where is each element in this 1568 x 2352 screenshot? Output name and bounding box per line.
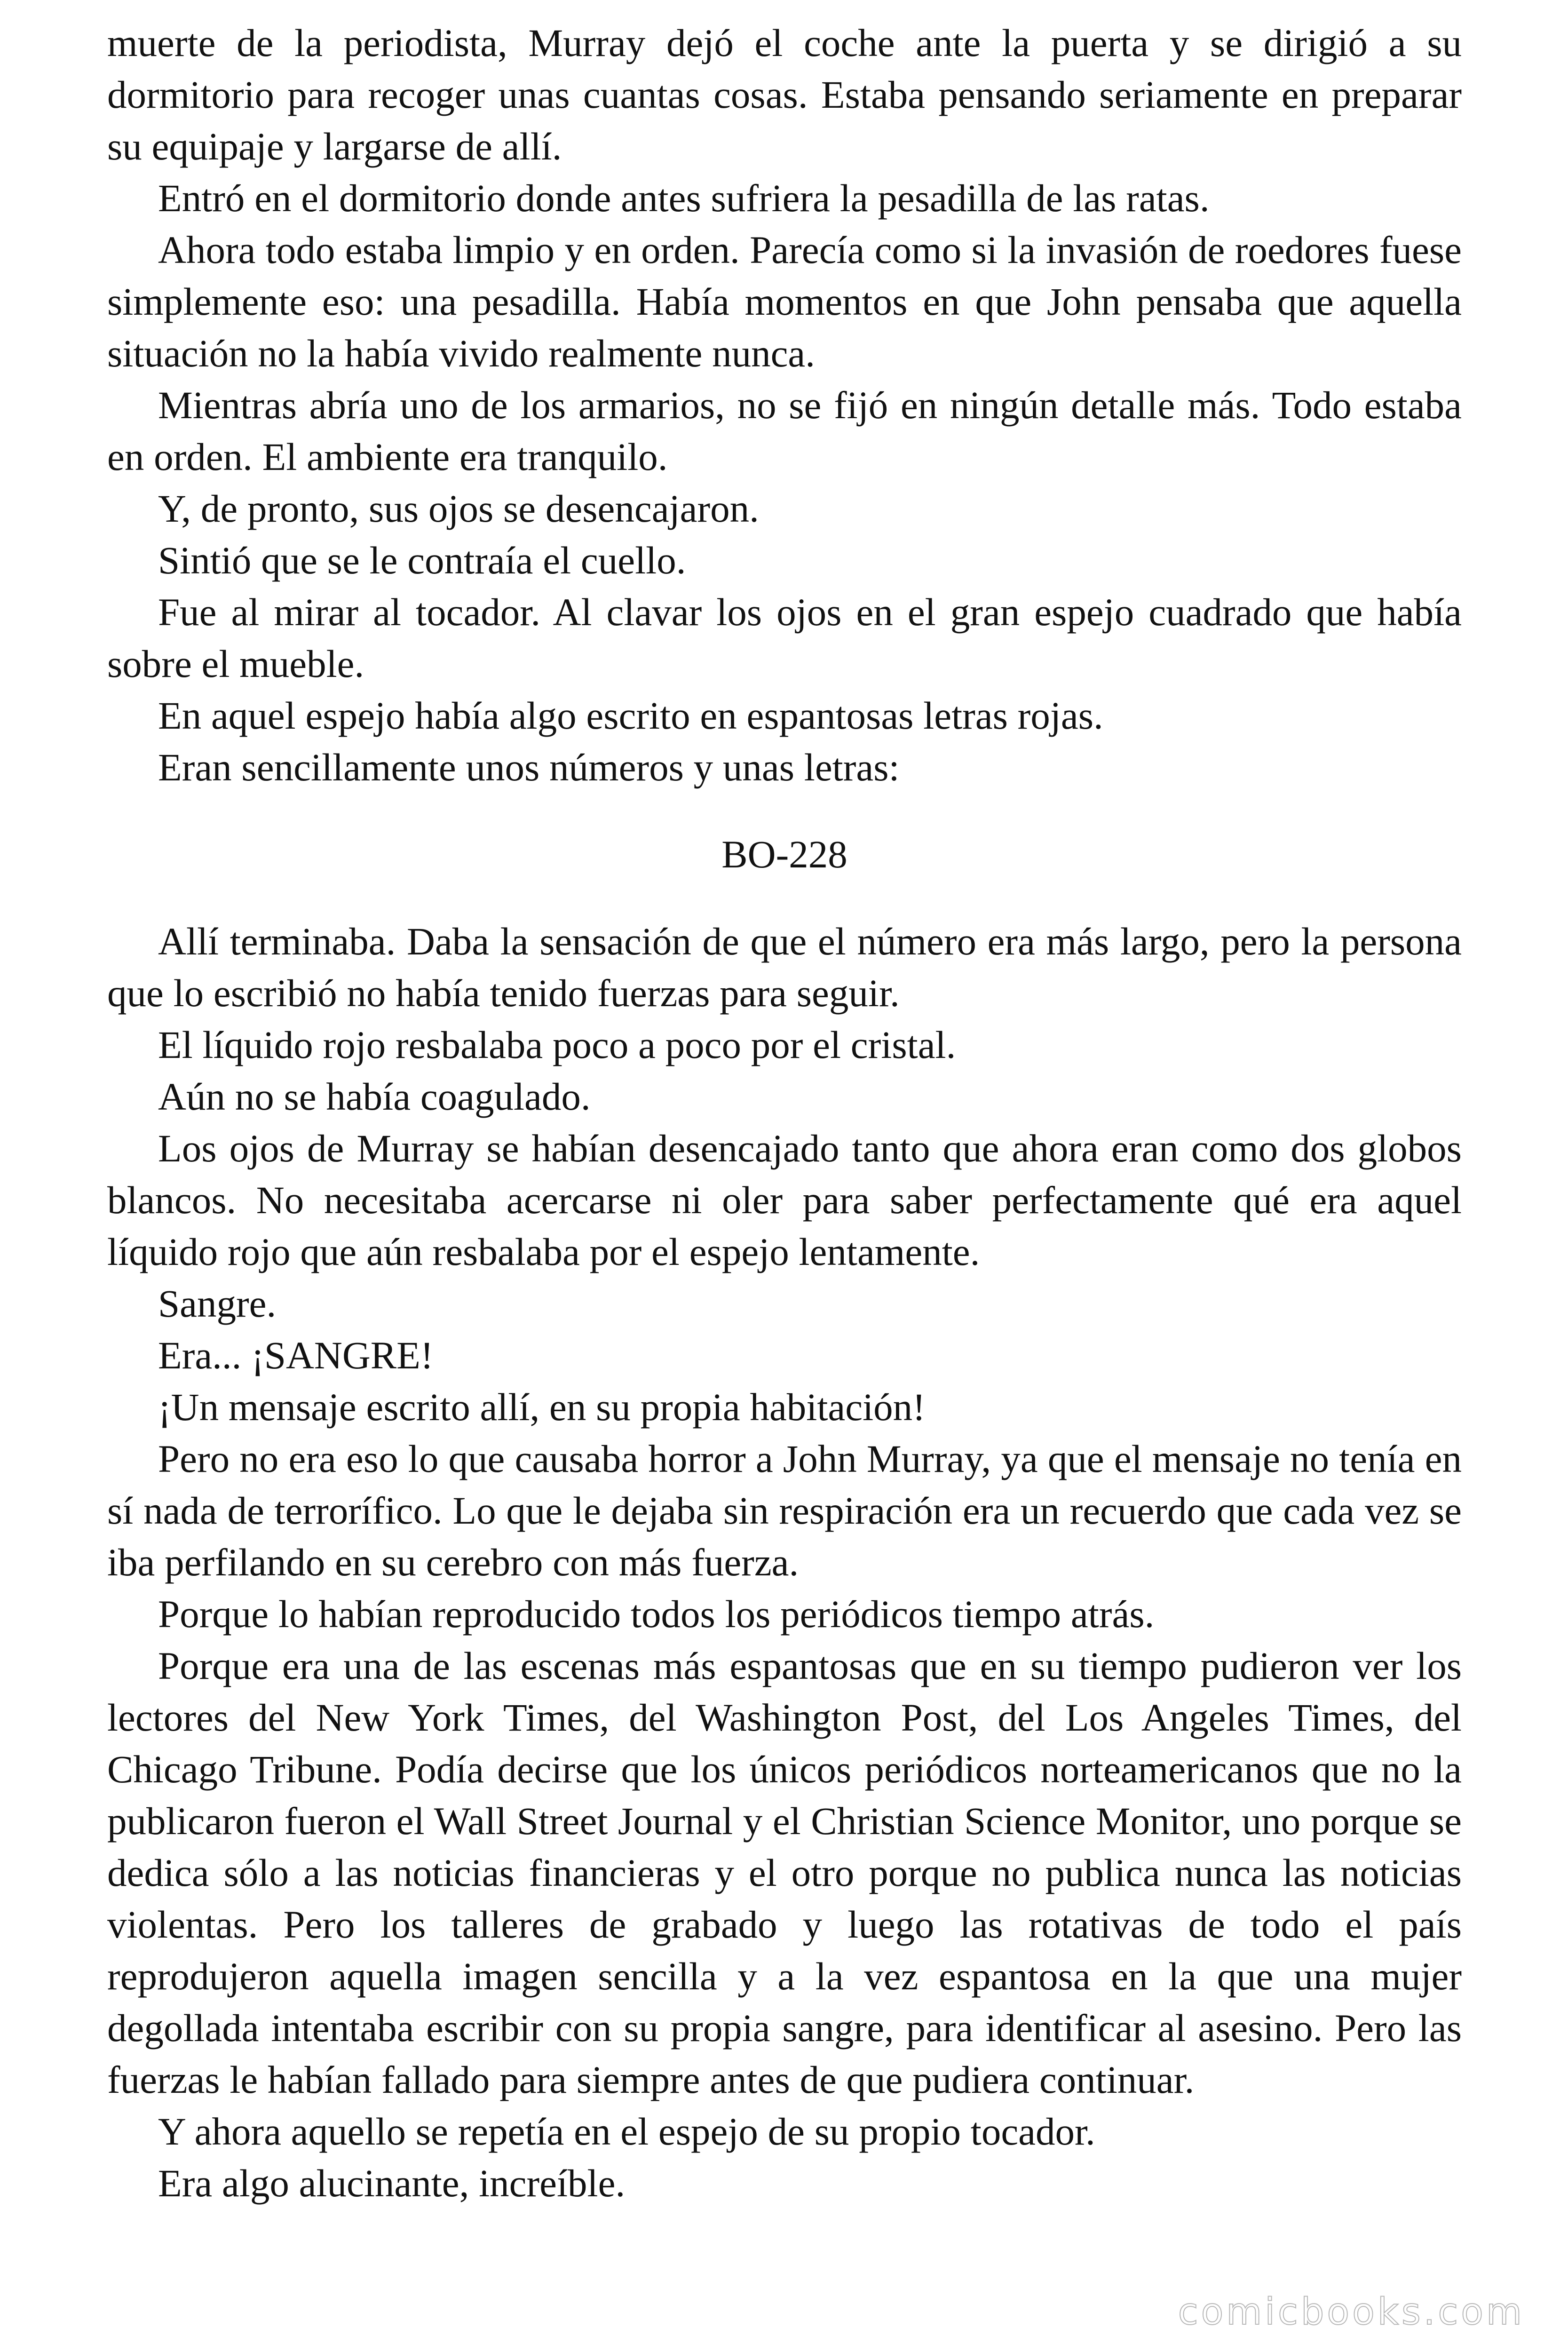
paragraph: El líquido rojo resbalaba poco a poco por el cristal. bbox=[158, 1023, 956, 1066]
paragraph: Eran sencillamente unos números y unas letras: bbox=[158, 746, 900, 789]
document-page bbox=[107, 17, 1462, 2209]
watermark: comicbooks.com bbox=[1178, 2291, 1525, 2333]
paragraph: Y, de pronto, sus ojos se desencajaron. bbox=[158, 487, 759, 530]
paragraph: muerte de la periodista, Murray dejó el coche ante la puerta y se dirigió a su dormitorio para recoger unas cuantas cosas. Estaba pensando seriamente en preparar su equipaje y largarse de allí. bbox=[107, 21, 1462, 168]
paragraph: Entró en el dormitorio donde antes sufriera la pesadilla de las ratas. bbox=[158, 176, 1210, 220]
paragraph: ¡Un mensaje escrito allí, en su propia habitación! bbox=[158, 1385, 926, 1429]
paragraph: Mientras abría uno de los armarios, no se fijó en ningún detalle más. Todo estaba en orden. El ambiente era tranquilo. bbox=[107, 383, 1462, 478]
paragraph: Sangre. bbox=[158, 1282, 277, 1325]
paragraph: Porque lo habían reproducido todos los periódicos tiempo atrás. bbox=[158, 1592, 1155, 1636]
paragraph: Los ojos de Murray se habían desencajado tanto que ahora eran como dos globos blancos. No necesitaba acercarse ni oler para saber perfectamente qué era aquel líquido rojo que aún resbalaba por el espejo lentamente. bbox=[107, 1127, 1462, 1273]
paragraph: Ahora todo estaba limpio y en orden. Parecía como si la invasión de roedores fuese simplemente eso: una pesadilla. Había momentos en que John pensaba que aquella situación no la había vivido realmente nunca. bbox=[107, 228, 1462, 375]
paragraph: Allí terminaba. Daba la sensación de que el número era más largo, pero la persona que lo escribió no había tenido fuerzas para seguir. bbox=[107, 920, 1462, 1015]
paragraph: Sintió que se le contraía el cuello. bbox=[158, 539, 686, 582]
paragraph: Era... ¡SANGRE! bbox=[158, 1334, 434, 1377]
paragraph: Fue al mirar al tocador. Al clavar los ojos en el gran espejo cuadrado que había sobre el mueble. bbox=[107, 590, 1462, 685]
paragraph: Era algo alucinante, increíble. bbox=[158, 2161, 626, 2205]
paragraph: Porque era una de las escenas más espantosas que en su tiempo pudieron ver los lectores del New York Times, del Washington Post, del Los Angeles Times, del Chicago Tribune. Podía decirse que los únicos periódicos norteamericanos que no la publicaron fueron el Wall Street Journal y el Christian Science Monitor, uno porque se dedica sólo a las noticias financieras y el otro porque no publica nunca las noticias violentas. Pero los talleres de grabado y luego las rotativas de todo el país reprodujeron aquella imagen sencilla y a la vez espantosa en la que una mujer degollada intentaba escribir con su propia sangre, para identificar al asesino. Pero las fuerzas le habían fallado para siempre antes de que pudiera continuar. bbox=[107, 1644, 1462, 2101]
paragraph: Y ahora aquello se repetía en el espejo de su propio tocador. bbox=[158, 2110, 1095, 2153]
paragraph: En aquel espejo había algo escrito en espantosas letras rojas. bbox=[158, 694, 1103, 737]
paragraph: Aún no se había coagulado. bbox=[158, 1075, 591, 1118]
mirror-code: BO-228 bbox=[721, 833, 847, 876]
paragraph: Pero no era eso lo que causaba horror a John Murray, ya que el mensaje no tenía en sí nada de terrorífico. Lo que le dejaba sin respiración era un recuerdo que cada vez se iba perfilando en su cerebro con más fuerza. bbox=[107, 1437, 1462, 1584]
